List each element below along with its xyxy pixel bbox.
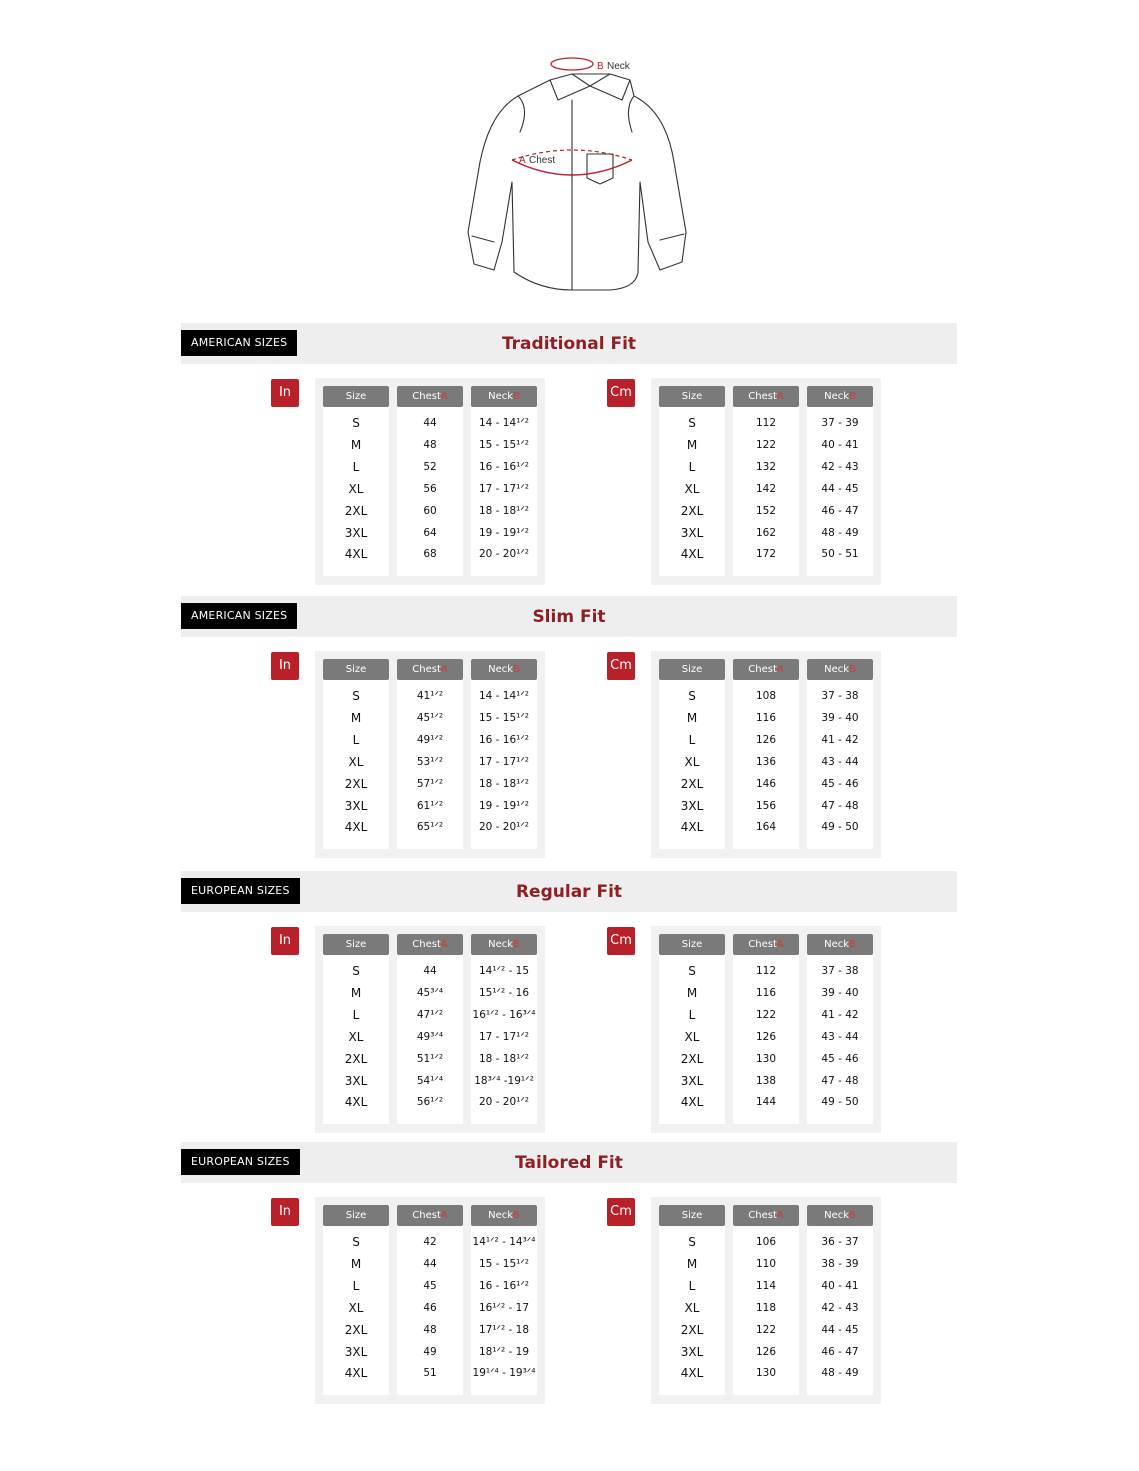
unit-badge: In: [271, 652, 299, 680]
table-cell-size: XL: [684, 481, 700, 496]
column-header-neck: [471, 386, 537, 407]
table-cell-size: M: [350, 1256, 362, 1271]
column-header-label: Size: [345, 1210, 367, 1221]
table-cell-neck: 36 - 37: [821, 1236, 859, 1248]
measure-marker: A: [440, 939, 448, 950]
size-chart-section: [181, 1142, 957, 1412]
fit-title: Regular Fit: [515, 882, 623, 902]
table-cell-chest: 49³ᐟ⁴: [416, 1030, 444, 1043]
unit-badge: Cm: [607, 379, 635, 407]
table-cell-chest: 64: [423, 526, 437, 539]
table-cell-size: 2XL: [680, 776, 704, 791]
table-cell-neck: 47 - 48: [821, 799, 859, 812]
column-header-chest: [397, 1205, 463, 1226]
table-cell-size: XL: [684, 1029, 700, 1044]
table-cell-size: L: [688, 459, 696, 474]
table-cell-size: 4XL: [344, 547, 368, 562]
column-header-neck: [471, 659, 537, 680]
table-cell-neck: 41 - 42: [821, 1008, 859, 1021]
table-cell-chest: 45¹ᐟ²: [416, 711, 444, 724]
column-header-label: Neck: [488, 1210, 514, 1221]
table-cell-size: XL: [684, 1300, 700, 1315]
table-cell-size: 4XL: [680, 1095, 704, 1110]
table-column-chest: [733, 934, 799, 1124]
table-cell-chest: 126: [755, 1030, 777, 1043]
measure-marker: A: [776, 391, 784, 402]
table-cell-chest: 112: [755, 417, 777, 429]
table-cell-chest: 138: [755, 1074, 777, 1087]
table-cell-chest: 52: [423, 460, 437, 473]
table-cell-neck: 19 - 19¹ᐟ²: [478, 799, 530, 812]
table-cell-chest: 48: [423, 438, 437, 451]
table-cell-chest: 65¹ᐟ²: [416, 821, 444, 834]
measure-marker: B: [849, 1210, 856, 1221]
column-header-label: Chest: [748, 664, 777, 675]
table-cell-neck: 19 - 19¹ᐟ²: [478, 526, 530, 539]
table-column-neck: [471, 1205, 537, 1395]
neck-label: Neck: [607, 61, 630, 72]
column-header-neck: [807, 1205, 873, 1226]
column-header-label: Chest: [412, 939, 441, 950]
table-cell-chest: 56¹ᐟ²: [416, 1096, 444, 1109]
column-header-neck: [471, 934, 537, 955]
table-column-neck: [807, 386, 873, 576]
table-cell-neck: 15 - 15¹ᐟ²: [478, 1257, 530, 1270]
measure-marker: B: [513, 939, 520, 950]
table-cell-size: S: [352, 964, 360, 978]
table-cell-neck: 18 - 18¹ᐟ²: [478, 504, 530, 517]
table-cell-neck: 37 - 38: [821, 690, 859, 702]
table-cell-neck: 40 - 41: [821, 438, 859, 451]
measure-marker: B: [849, 939, 856, 950]
table-cell-chest: 49¹ᐟ²: [416, 733, 444, 746]
shirt-diagram: [460, 52, 700, 297]
table-cell-size: 3XL: [680, 798, 704, 813]
table-cell-size: 2XL: [344, 503, 368, 518]
table-cell-chest: 51: [423, 1367, 437, 1380]
table-column-neck: [807, 659, 873, 849]
table-cell-neck: 15¹ᐟ² - 16: [478, 986, 530, 999]
table-cell-size: XL: [348, 754, 364, 769]
column-header-label: Size: [345, 939, 367, 950]
table-cell-chest: 112: [755, 965, 777, 977]
column-header-neck: [471, 1205, 537, 1226]
table-cell-size: L: [352, 732, 360, 747]
size-chart-section: [181, 596, 957, 866]
table-cell-neck: 18¹ᐟ² - 19: [478, 1345, 530, 1358]
table-column-size: [323, 386, 389, 576]
table-cell-neck: 45 - 46: [821, 777, 859, 790]
table-cell-size: L: [688, 732, 696, 747]
table-cell-chest: 60: [423, 504, 437, 517]
column-header-label: Chest: [412, 1210, 441, 1221]
column-header-neck: [807, 386, 873, 407]
table-cell-chest: 51¹ᐟ²: [416, 1052, 444, 1065]
table-cell-neck: 42 - 43: [821, 1301, 859, 1314]
table-cell-size: 2XL: [680, 503, 704, 518]
table-cell-neck: 49 - 50: [821, 821, 859, 834]
chest-label: Chest: [529, 155, 556, 166]
table-column-chest: [397, 934, 463, 1124]
table-cell-chest: 44: [423, 1257, 437, 1270]
table-cell-size: XL: [684, 754, 700, 769]
size-chart-section: [181, 871, 957, 1141]
measure-marker: A: [776, 664, 784, 675]
table-column-chest: [397, 1205, 463, 1395]
measure-marker: B: [849, 391, 856, 402]
measure-marker: B: [513, 391, 520, 402]
column-header-chest: [733, 386, 799, 407]
unit-badge: Cm: [607, 1198, 635, 1226]
table-cell-chest: 47¹ᐟ²: [416, 1008, 444, 1021]
table-cell-size: 3XL: [680, 1344, 704, 1359]
table-column-neck: [807, 1205, 873, 1395]
table-cell-chest: 126: [755, 733, 777, 746]
table-cell-neck: 44 - 45: [821, 482, 859, 495]
table-column-size: [659, 386, 725, 576]
table-cell-size: 2XL: [680, 1322, 704, 1337]
column-header-size: [323, 934, 389, 955]
chest-marker: A: [519, 155, 526, 166]
table-cell-size: M: [350, 437, 362, 452]
table-cell-neck: 14¹ᐟ² - 14³ᐟ⁴: [472, 1236, 536, 1248]
table-cell-chest: 118: [755, 1301, 777, 1314]
table-cell-neck: 17 - 17¹ᐟ²: [478, 482, 530, 495]
measure-marker: A: [776, 939, 784, 950]
column-header-label: Neck: [824, 1210, 850, 1221]
table-cell-neck: 49 - 50: [821, 1096, 859, 1109]
table-cell-neck: 15 - 15¹ᐟ²: [478, 711, 530, 724]
table-cell-neck: 43 - 44: [821, 755, 859, 768]
table-cell-neck: 44 - 45: [821, 1323, 859, 1336]
table-cell-size: L: [688, 1007, 696, 1022]
table-cell-neck: 14 - 14¹ᐟ²: [478, 690, 530, 702]
table-cell-neck: 48 - 49: [821, 1367, 859, 1380]
table-column-size: [323, 1205, 389, 1395]
column-header-size: [323, 1205, 389, 1226]
fit-title: Tailored Fit: [515, 1153, 623, 1173]
table-cell-neck: 43 - 44: [821, 1030, 859, 1043]
table-cell-neck: 16 - 16¹ᐟ²: [478, 1279, 530, 1292]
table-cell-neck: 50 - 51: [821, 548, 859, 561]
table-cell-chest: 44: [423, 965, 437, 977]
table-cell-chest: 110: [755, 1257, 777, 1270]
table-cell-size: L: [688, 1278, 696, 1293]
table-cell-chest: 152: [755, 504, 777, 517]
region-badge: AMERICAN SIZES: [181, 603, 297, 629]
table-cell-neck: 37 - 39: [821, 417, 859, 429]
table-cell-chest: 46: [423, 1301, 437, 1314]
table-cell-chest: 41¹ᐟ²: [416, 690, 444, 702]
table-column-size: [323, 659, 389, 849]
column-header-label: Neck: [488, 939, 514, 950]
table-cell-neck: 16 - 16¹ᐟ²: [478, 460, 530, 473]
table-cell-size: XL: [348, 1300, 364, 1315]
table-column-size: [659, 659, 725, 849]
table-cell-size: 3XL: [680, 525, 704, 540]
column-header-neck: [807, 934, 873, 955]
table-cell-neck: 16¹ᐟ² - 17: [478, 1301, 530, 1314]
table-cell-neck: 20 - 20¹ᐟ²: [478, 1096, 530, 1109]
column-header-label: Size: [345, 391, 367, 402]
table-cell-chest: 56: [423, 482, 437, 495]
table-cell-neck: 20 - 20¹ᐟ²: [478, 821, 530, 834]
table-cell-chest: 44: [423, 417, 437, 429]
size-table: [651, 651, 881, 858]
column-header-chest: [733, 1205, 799, 1226]
table-cell-neck: 19¹ᐟ⁴ - 19³ᐟ⁴: [472, 1367, 536, 1380]
table-cell-size: 4XL: [344, 1095, 368, 1110]
table-cell-neck: 46 - 47: [821, 504, 859, 517]
table-cell-chest: 54¹ᐟ⁴: [416, 1074, 444, 1087]
table-cell-chest: 172: [755, 548, 777, 561]
table-column-chest: [733, 1205, 799, 1395]
table-cell-chest: 45: [423, 1279, 437, 1292]
table-cell-neck: 48 - 49: [821, 526, 859, 539]
table-cell-chest: 156: [755, 799, 777, 812]
table-cell-size: 2XL: [344, 1322, 368, 1337]
table-cell-size: 3XL: [344, 525, 368, 540]
unit-badge: In: [271, 379, 299, 407]
column-header-label: Size: [681, 391, 703, 402]
table-cell-neck: 42 - 43: [821, 460, 859, 473]
table-cell-size: S: [688, 964, 696, 978]
neck-marker: B: [597, 61, 604, 72]
size-table: [315, 1197, 545, 1404]
table-cell-size: 3XL: [344, 798, 368, 813]
table-cell-size: M: [686, 710, 698, 725]
unit-badge: In: [271, 927, 299, 955]
table-cell-chest: 130: [755, 1367, 777, 1380]
measure-marker: B: [513, 664, 520, 675]
table-cell-neck: 18³ᐟ⁴ -19¹ᐟ²: [474, 1074, 534, 1087]
table-cell-chest: 61¹ᐟ²: [416, 799, 444, 812]
size-table: [651, 926, 881, 1133]
table-cell-size: 4XL: [344, 820, 368, 835]
table-cell-neck: 46 - 47: [821, 1345, 859, 1358]
column-header-neck: [807, 659, 873, 680]
table-cell-size: S: [352, 689, 360, 703]
table-cell-chest: 116: [755, 711, 777, 724]
table-cell-neck: 47 - 48: [821, 1074, 859, 1087]
column-header-size: [323, 659, 389, 680]
table-column-chest: [733, 659, 799, 849]
table-cell-size: S: [688, 1235, 696, 1249]
table-cell-neck: 14 - 14¹ᐟ²: [478, 417, 530, 429]
table-cell-neck: 20 - 20¹ᐟ²: [478, 548, 530, 561]
table-cell-chest: 146: [755, 777, 777, 790]
table-cell-size: M: [350, 710, 362, 725]
table-cell-chest: 136: [755, 755, 777, 768]
table-cell-neck: 14¹ᐟ² - 15: [478, 965, 530, 977]
measure-marker: B: [513, 1210, 520, 1221]
column-header-label: Neck: [824, 391, 850, 402]
table-cell-neck: 17 - 17¹ᐟ²: [478, 755, 530, 768]
table-cell-chest: 122: [755, 1008, 777, 1021]
region-badge: EUROPEAN SIZES: [181, 1149, 300, 1175]
table-column-neck: [807, 934, 873, 1124]
table-cell-size: 4XL: [680, 547, 704, 562]
table-cell-neck: 18 - 18¹ᐟ²: [478, 777, 530, 790]
table-column-chest: [733, 386, 799, 576]
column-header-label: Chest: [748, 939, 777, 950]
table-column-size: [659, 1205, 725, 1395]
table-column-neck: [471, 386, 537, 576]
table-column-size: [659, 934, 725, 1124]
table-cell-size: M: [686, 437, 698, 452]
size-table: [315, 926, 545, 1133]
measure-marker: A: [440, 664, 448, 675]
table-cell-neck: 39 - 40: [821, 711, 859, 724]
table-cell-size: XL: [348, 481, 364, 496]
table-cell-size: 4XL: [680, 1366, 704, 1381]
column-header-size: [659, 1205, 725, 1226]
size-table: [315, 378, 545, 585]
table-cell-neck: 18 - 18¹ᐟ²: [478, 1052, 530, 1065]
table-cell-chest: 108: [755, 690, 777, 702]
table-column-size: [323, 934, 389, 1124]
column-header-chest: [397, 386, 463, 407]
column-header-label: Neck: [488, 391, 514, 402]
measure-marker: A: [776, 1210, 784, 1221]
table-cell-chest: 122: [755, 438, 777, 451]
size-table: [651, 1197, 881, 1404]
unit-badge: Cm: [607, 652, 635, 680]
table-cell-neck: 37 - 38: [821, 965, 859, 977]
column-header-label: Chest: [412, 664, 441, 675]
measure-marker: A: [440, 1210, 448, 1221]
region-badge: AMERICAN SIZES: [181, 330, 297, 356]
fit-title: Slim Fit: [532, 607, 606, 627]
table-cell-chest: 142: [755, 482, 777, 495]
measure-marker: B: [849, 664, 856, 675]
table-cell-size: M: [350, 985, 362, 1000]
table-cell-chest: 126: [755, 1345, 777, 1358]
column-header-label: Size: [345, 664, 367, 675]
column-header-chest: [733, 934, 799, 955]
table-cell-size: 4XL: [680, 820, 704, 835]
table-cell-chest: 53¹ᐟ²: [416, 755, 444, 768]
table-cell-size: 4XL: [344, 1366, 368, 1381]
table-cell-chest: 162: [755, 526, 777, 539]
table-cell-size: 2XL: [344, 1051, 368, 1066]
table-cell-chest: 122: [755, 1323, 777, 1336]
size-table: [651, 378, 881, 585]
column-header-label: Neck: [824, 664, 850, 675]
column-header-size: [323, 386, 389, 407]
table-cell-neck: 40 - 41: [821, 1279, 859, 1292]
table-cell-size: XL: [348, 1029, 364, 1044]
table-cell-chest: 45³ᐟ⁴: [416, 986, 444, 999]
table-cell-neck: 17¹ᐟ² - 18: [478, 1323, 530, 1336]
table-cell-neck: 45 - 46: [821, 1052, 859, 1065]
fit-title: Traditional Fit: [501, 334, 637, 354]
table-cell-chest: 116: [755, 986, 777, 999]
table-column-neck: [471, 934, 537, 1124]
table-cell-size: 3XL: [680, 1073, 704, 1088]
table-cell-chest: 132: [755, 460, 777, 473]
table-column-chest: [397, 386, 463, 576]
column-header-chest: [397, 659, 463, 680]
table-cell-size: S: [688, 416, 696, 430]
table-cell-chest: 164: [755, 821, 777, 834]
table-cell-chest: 114: [755, 1279, 777, 1292]
table-cell-chest: 144: [755, 1096, 777, 1109]
column-header-label: Chest: [748, 391, 777, 402]
table-column-chest: [397, 659, 463, 849]
column-header-size: [659, 386, 725, 407]
unit-badge: In: [271, 1198, 299, 1226]
table-cell-chest: 42: [423, 1236, 437, 1248]
table-cell-chest: 106: [755, 1236, 777, 1248]
table-cell-neck: 41 - 42: [821, 733, 859, 746]
table-cell-chest: 49: [423, 1345, 437, 1358]
table-cell-size: S: [352, 416, 360, 430]
column-header-size: [659, 934, 725, 955]
table-cell-size: M: [686, 985, 698, 1000]
column-header-label: Neck: [824, 939, 850, 950]
table-cell-size: S: [688, 689, 696, 703]
column-header-label: Size: [681, 939, 703, 950]
size-chart-section: [181, 323, 957, 593]
table-cell-chest: 130: [755, 1052, 777, 1065]
table-cell-neck: 16 - 16¹ᐟ²: [478, 733, 530, 746]
unit-badge: Cm: [607, 927, 635, 955]
column-header-label: Neck: [488, 664, 514, 675]
table-cell-size: 3XL: [344, 1073, 368, 1088]
column-header-label: Size: [681, 1210, 703, 1221]
table-cell-chest: 68: [423, 548, 437, 561]
measure-marker: A: [440, 391, 448, 402]
table-cell-size: 3XL: [344, 1344, 368, 1359]
table-cell-neck: 38 - 39: [821, 1257, 859, 1270]
table-cell-neck: 16¹ᐟ² - 16³ᐟ⁴: [472, 1008, 536, 1021]
column-header-label: Chest: [412, 391, 441, 402]
table-cell-neck: 39 - 40: [821, 986, 859, 999]
table-column-neck: [471, 659, 537, 849]
column-header-label: Size: [681, 664, 703, 675]
column-header-label: Chest: [748, 1210, 777, 1221]
region-badge: EUROPEAN SIZES: [181, 878, 300, 904]
table-cell-chest: 57¹ᐟ²: [416, 777, 444, 790]
column-header-chest: [397, 934, 463, 955]
table-cell-size: S: [352, 1235, 360, 1249]
column-header-size: [659, 659, 725, 680]
table-cell-size: L: [352, 1278, 360, 1293]
table-cell-neck: 15 - 15¹ᐟ²: [478, 438, 530, 451]
column-header-chest: [733, 659, 799, 680]
table-cell-size: M: [686, 1256, 698, 1271]
table-cell-neck: 17 - 17¹ᐟ²: [478, 1030, 530, 1043]
table-cell-size: 2XL: [344, 776, 368, 791]
table-cell-size: L: [352, 1007, 360, 1022]
table-cell-size: 2XL: [680, 1051, 704, 1066]
size-table: [315, 651, 545, 858]
table-cell-size: L: [352, 459, 360, 474]
table-cell-chest: 48: [423, 1323, 437, 1336]
